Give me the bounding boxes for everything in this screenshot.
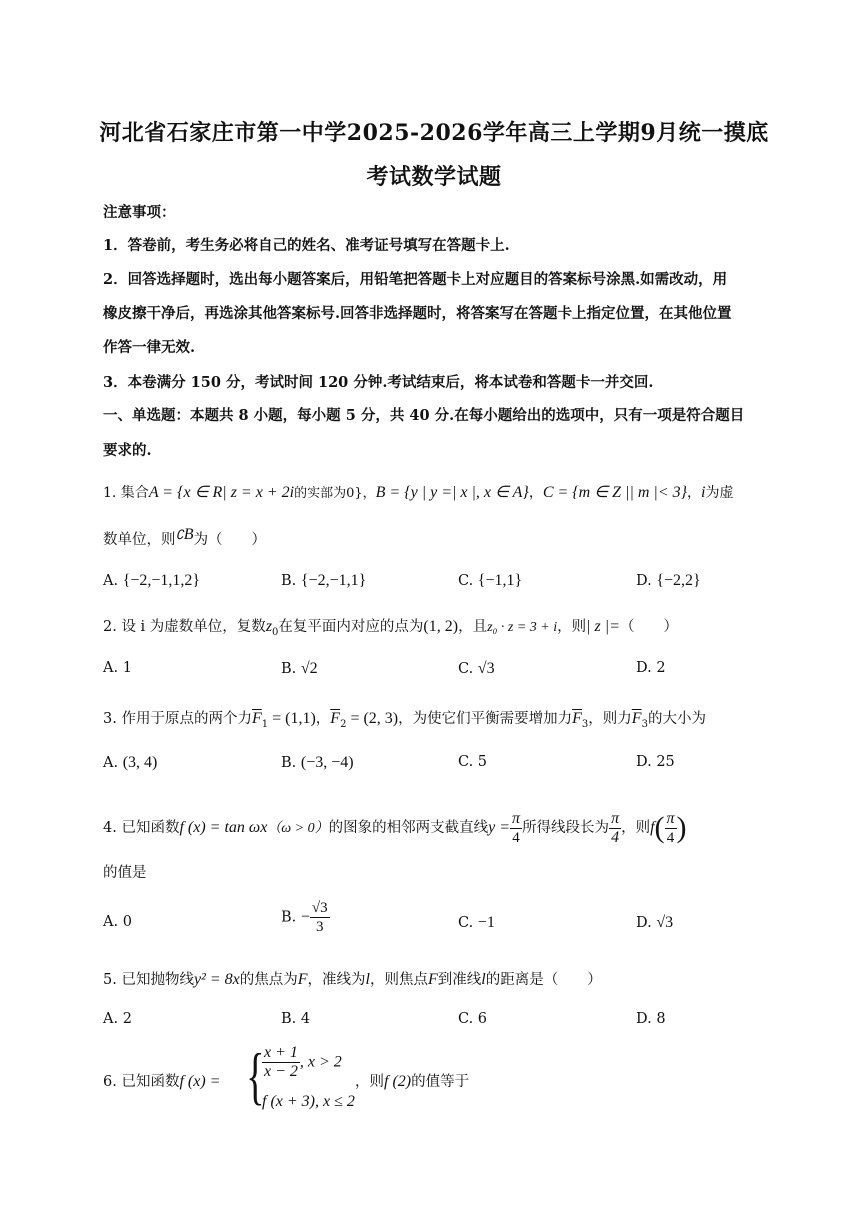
q6-case-1 [262, 1044, 342, 1081]
q4-frac3-den: 4 [666, 829, 675, 846]
q3-f2: $\overline{F}$ [330, 710, 341, 727]
q2-point: (1, 2) [423, 618, 459, 635]
q5-option-d[interactable] [636, 1011, 666, 1027]
q4-option-c[interactable] [458, 914, 495, 932]
question-1-line-2 [103, 526, 768, 550]
q1-option-a-value: {−2,−1,1,2} [122, 572, 201, 589]
q2-z0-sub: 0 [272, 626, 279, 638]
q6-function: f (x) = [179, 1073, 221, 1090]
q3-option-b-value: (−3, −4) [300, 754, 354, 771]
section-1-heading-cont: 要求的. [103, 442, 152, 459]
question-4-line-2: 的值是 [103, 865, 147, 881]
q6-tail [355, 1072, 768, 1092]
q4-option-b-num: √3 [311, 900, 328, 916]
q2-option-b[interactable] [281, 660, 318, 678]
q1-line2-a: 数单位，则 [103, 532, 176, 548]
notice-2: 2．回答选择题时，选出每小题答案后，用铅笔把答题卡上对应题目的答案标号涂黑.如需改动，用 [103, 271, 728, 288]
q3-option-a-label: A. [103, 755, 119, 771]
q2-option-d[interactable] [636, 660, 666, 676]
q4-option-c-label: C. [458, 915, 474, 931]
q2-option-b-label: B. [281, 661, 297, 677]
q1-option-b[interactable] [281, 572, 366, 590]
q2-abs: | z |= [586, 618, 620, 635]
q5-equation: y² = 8x [193, 971, 240, 988]
q5-text-5: 到准线 [437, 972, 482, 988]
q4-option-b-label: B. [281, 909, 297, 926]
notice-1: 1．答卷前，考生务必将自己的姓名、准考证号填写在答题卡上. [103, 237, 510, 254]
q4-option-b-minus: − [300, 908, 310, 926]
question-2 [103, 617, 768, 643]
notice-3: 3．本卷满分 150 分，考试时间 120 分钟.考试结束后，将本试卷和答题卡一并交回. [103, 374, 654, 391]
q2-option-b-value: √2 [300, 660, 318, 677]
notice-2-cont-2: 作答一律无效. [103, 339, 196, 356]
q4-frac1-den: 4 [512, 829, 520, 846]
question-4: 4. 已知函数f (x) = tan ωx（ω > 0）的图象的相邻两支截直线y = $\frac{\pi}{4}$ 所得线段长为 $\frac{\pi}{4}$ ，则f( $\frac{\pi}{4}$ ) [103, 809, 687, 846]
q3-f2-sub: 2 [340, 718, 347, 730]
question-5 [103, 970, 768, 990]
q4-f: f [650, 819, 655, 836]
q4-frac2-num: π [611, 809, 620, 827]
q4-y-eq: y = [488, 819, 511, 836]
q5-option-d-text: D. 8 [636, 1011, 666, 1027]
q4-text-4: ，则 [621, 820, 651, 836]
question-3 [103, 709, 768, 735]
q1-option-c[interactable] [458, 572, 522, 590]
q3-f1: $\overline{F}$ [251, 710, 262, 727]
q3-option-b-label: B. [281, 755, 297, 771]
q6-case-1-den: x − 2 [264, 1063, 298, 1080]
q5-l: l [365, 971, 370, 988]
q1-option-c-label: C. [458, 573, 474, 589]
q1-set-b: B = {y | y =| x |, x ∈ A} [375, 484, 529, 501]
q4-option-b-fraction [310, 899, 330, 936]
q3-option-c[interactable] [458, 754, 487, 770]
q2-equation: z₀ · z = 3 + i [487, 620, 558, 635]
q1-complement: ∁ [175, 527, 184, 542]
q5-option-c[interactable] [458, 1011, 487, 1027]
q3-option-c-text: C. 5 [458, 754, 488, 770]
q1-i: i [701, 484, 706, 501]
q1-option-b-value: {−2,−1,1} [300, 572, 367, 589]
q2-text-1: 2. 设 i 为虚数单位，复数 [103, 619, 266, 635]
q3-option-a[interactable] [103, 754, 157, 772]
q3-f1-value: = (1,1) [268, 710, 316, 727]
notice-2-cont: 橡皮擦干净后，再选涂其他答案标号.回答非选择题时，将答案写在答题卡上指定位置，在其他位置 [103, 305, 732, 322]
q3-f3b: $\overline{F}$ [631, 710, 642, 727]
q3-option-d-text: D. 25 [636, 754, 675, 770]
q6-text-3: 的值等于 [411, 1074, 470, 1090]
q6-f2: f (2) [384, 1073, 412, 1090]
q3-f3b-sub: 3 [641, 718, 648, 730]
question-1-line-1 [103, 483, 768, 504]
q1-text-1: 的实部为0}， [294, 486, 376, 501]
q3-text-4: 的大小为 [647, 711, 706, 727]
q4-frac2-den: 4 [611, 828, 620, 846]
page-title-line-2: 考试数学试题 [366, 164, 502, 190]
q3-option-d[interactable] [636, 754, 675, 770]
q2-option-c[interactable] [458, 660, 495, 678]
q4-frac3-num: π [666, 809, 675, 827]
q6-case-1-cond: , x > 2 [299, 1053, 342, 1071]
q4-option-b[interactable] [281, 899, 330, 936]
q4-text-3: 所得线段长为 [522, 820, 610, 836]
q4-condition: （ω > 0） [267, 821, 329, 836]
q4-option-d-label: D. [636, 915, 652, 931]
q6-case-1-num: x + 1 [264, 1044, 298, 1061]
q5-l2: l [481, 971, 486, 988]
q1-text-2: ， [687, 485, 702, 501]
q5-text-3: ，准线为 [307, 972, 366, 988]
q6-brace: { [246, 1040, 265, 1111]
q1-option-c-value: {−1,1} [477, 572, 523, 589]
q5-text-2: 的焦点为 [239, 972, 298, 988]
notice-heading: 注意事项： [103, 204, 176, 221]
q1-sep: ， [528, 485, 543, 501]
q5-text-1: 5. 已知抛物线 [103, 972, 194, 988]
q5-option-c-text: C. 6 [458, 1011, 488, 1027]
q2-text-4: ，则 [557, 619, 587, 635]
q2-text-5: （ ） [619, 619, 678, 635]
q3-option-b[interactable] [281, 754, 354, 772]
q3-text-1: 3. 作用于原点的两个力 [103, 711, 252, 727]
q2-text-3: ，且 [458, 619, 488, 635]
q2-text-2: 在复平面内对应的点为 [278, 619, 424, 635]
q5-text-6: 的距离是（ ） [485, 972, 602, 988]
q1-set-c: C = {m ∈ Z || m |< 3} [542, 484, 688, 501]
q3-f3-sub: 3 [581, 718, 589, 730]
q1-option-a-label: A. [103, 573, 119, 589]
q5-text-4: ，则焦点 [369, 972, 428, 988]
q5-option-b-text: B. 4 [281, 1011, 311, 1027]
q1-option-b-label: B. [281, 573, 297, 589]
q2-option-a[interactable] [103, 660, 132, 676]
q2-z0: z [265, 618, 273, 635]
q6-text-2: ，则 [355, 1074, 384, 1090]
q3-f2-value: = (2, 3) [346, 710, 399, 727]
q4-frac1-num: π [512, 809, 521, 827]
q6-case-2: f (x + 3), x ≤ 2 [262, 1093, 355, 1110]
q1-text-3: 为虚 [705, 485, 734, 501]
q3-text-3: ，则力 [588, 711, 632, 727]
q1-option-d-value: {−2,2} [656, 572, 701, 589]
q4-option-b-den: 3 [316, 919, 324, 935]
q4-option-d[interactable] [636, 914, 673, 932]
q3-text-2: ，为使它们平衡需要增加力 [398, 711, 573, 727]
q4-option-a[interactable] [103, 914, 132, 930]
q1-line2-b: 为（ ） [193, 532, 267, 548]
q4-option-d-value: √3 [656, 914, 674, 931]
q1-num: 1. 集合 [103, 485, 149, 501]
q2-option-a-text: A. 1 [103, 660, 132, 676]
q6-case-1-fraction [262, 1044, 300, 1081]
q1-option-d-label: D. [636, 573, 652, 589]
q5-option-b[interactable] [281, 1011, 310, 1027]
page-title-line-1: 河北省石家庄市第一中学2025-2026学年高三上学期9月统一摸底 [99, 120, 769, 146]
q4-text-2: 的图象的相邻两支截直线 [328, 820, 489, 836]
q1-set-a: A = {x ∈ R| z = x + 2i [148, 484, 295, 501]
q4-fraction-1 [510, 810, 522, 847]
q4-fraction-3 [665, 810, 677, 847]
q3-f3: $\overline{F}$ [572, 710, 582, 727]
q2-option-d-text: D. 2 [636, 660, 666, 676]
q3-option-a-value: (3, 4) [122, 754, 158, 771]
q6-text-1: 6. 已知函数 [103, 1074, 180, 1090]
q4-fraction-2 [609, 810, 621, 847]
q5-f2: F [427, 971, 438, 988]
q1-option-a[interactable] [103, 572, 200, 590]
q1-complement-b: B [183, 526, 194, 543]
q5-option-a[interactable] [103, 1011, 132, 1027]
q4-option-a-text: A. 0 [103, 914, 132, 930]
q2-option-c-label: C. [458, 661, 474, 677]
q5-option-a-text: A. 2 [103, 1011, 132, 1027]
q3-sep: ， [315, 711, 331, 727]
q3-f1-sub: 1 [261, 718, 269, 730]
q4-function: f (x) = tan ωx [179, 819, 268, 836]
q1-option-d[interactable] [636, 572, 701, 590]
section-1-heading: 一、单选题：本题共 8 小题，每小题 5 分，共 40 分.在每小题给出的选项中，只有一项是符合题目 [103, 407, 745, 424]
q5-f: F [297, 971, 308, 988]
q2-option-c-value: √3 [477, 660, 495, 677]
q4-option-c-value: −1 [477, 914, 495, 931]
q4-text-1: 4. 已知函数 [103, 820, 180, 836]
